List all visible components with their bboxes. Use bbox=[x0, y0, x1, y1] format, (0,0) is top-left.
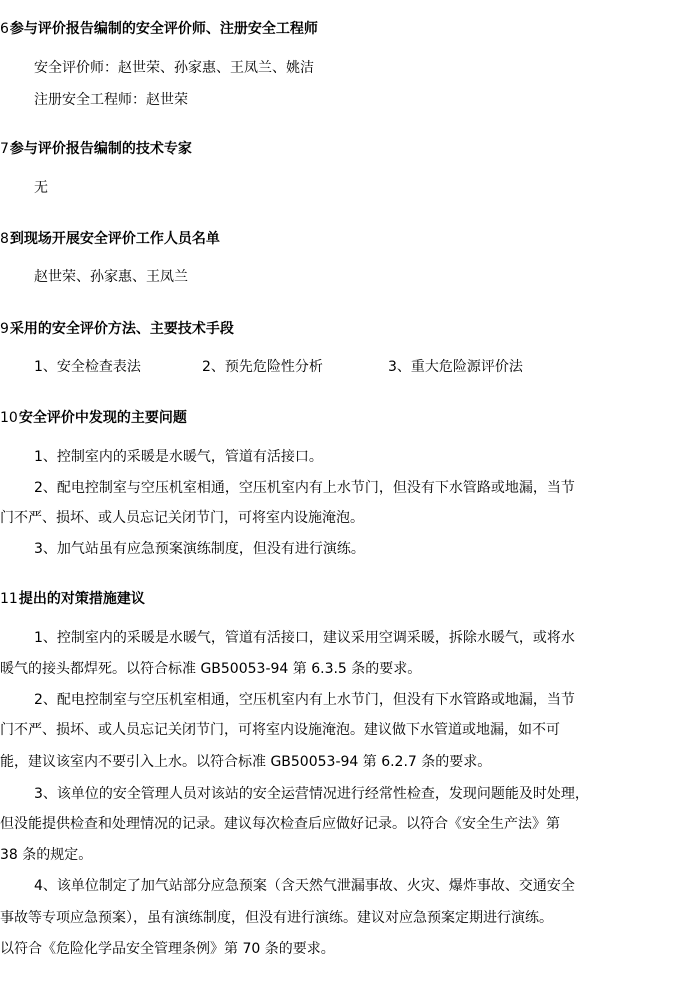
paragraph-line: 无 bbox=[34, 180, 48, 196]
paragraph-line: 注册安全工程师：赵世荣 bbox=[34, 92, 188, 108]
section-number: 6 bbox=[0, 21, 9, 37]
paragraph-line: 1、控制室内的采暖是水暖气，管道有活接口，建议采用空调采暖，拆除水暖气，或将水 bbox=[34, 630, 575, 646]
paragraph-line: 2、配电控制室与空压机室相通，空压机室内有上水节门，但没有下水管路或地漏，当节 bbox=[34, 480, 575, 496]
paragraph-line: 但没能提供检查和处理情况的记录。建议每次检查后应做好记录。以符合《安全生产法》第 bbox=[0, 816, 560, 832]
section-9-heading bbox=[0, 320, 234, 338]
section-title: 安全评价中发现的主要问题 bbox=[18, 410, 187, 426]
paragraph-line: 门不严、损坏、或人员忘记关闭节门，可将室内设施淹泡。建议做下水管道或地漏，如不可 bbox=[0, 722, 560, 738]
section-8-heading bbox=[0, 230, 220, 248]
section-title: 参与评价报告编制的安全评价师、注册安全工程师 bbox=[9, 21, 318, 37]
methods-row bbox=[34, 358, 523, 376]
section-title: 到现场开展安全评价工作人员名单 bbox=[9, 231, 220, 247]
section-title: 参与评价报告编制的技术专家 bbox=[9, 141, 192, 157]
section-6-heading bbox=[0, 20, 318, 38]
section-10-heading bbox=[0, 409, 187, 427]
section-title: 采用的安全评价方法、主要技术手段 bbox=[9, 321, 234, 337]
paragraph-line: 3、该单位的安全管理人员对该站的安全运营情况进行经常性检查，发现问题能及时处理， bbox=[34, 786, 589, 802]
section-number: 10 bbox=[0, 410, 18, 426]
method-item: 2、预先危险性分析 bbox=[202, 359, 323, 375]
paragraph-line: 事故等专项应急预案），虽有演练制度，但没有进行演练。建议对应急预案定期进行演练。 bbox=[0, 910, 553, 926]
method-item: 3、重大危险源评价法 bbox=[388, 359, 523, 375]
paragraph-line: 赵世荣、孙家惠、王凤兰 bbox=[34, 269, 188, 285]
paragraph-line: 38 条的规定。 bbox=[0, 847, 93, 863]
paragraph-line: 1、控制室内的采暖是水暖气，管道有活接口。 bbox=[34, 449, 323, 465]
section-11-heading bbox=[0, 590, 145, 608]
section-number: 7 bbox=[0, 141, 9, 157]
paragraph-line: 门不严、损坏、或人员忘记关闭节门，可将室内设施淹泡。 bbox=[0, 510, 364, 526]
section-7-heading bbox=[0, 140, 192, 158]
section-number: 11 bbox=[0, 591, 18, 607]
paragraph-line: 以符合《危险化学品安全管理条例》第 70 条的要求。 bbox=[0, 941, 335, 957]
paragraph-line: 暖气的接头都焊死。以符合标准 GB50053-94 第 6.3.5 条的要求。 bbox=[0, 661, 422, 677]
section-number: 8 bbox=[0, 231, 9, 247]
method-item: 1、安全检查表法 bbox=[34, 359, 141, 375]
section-number: 9 bbox=[0, 321, 9, 337]
paragraph-line: 4、该单位制定了加气站部分应急预案（含天然气泄漏事故、火灾、爆炸事故、交通安全 bbox=[34, 878, 575, 894]
paragraph-line: 安全评价师：赵世荣、孙家惠、王凤兰、姚洁 bbox=[34, 60, 314, 76]
section-title: 提出的对策措施建议 bbox=[18, 591, 145, 607]
paragraph-line: 2、配电控制室与空压机室相通，空压机室内有上水节门，但没有下水管路或地漏，当节 bbox=[34, 692, 575, 708]
paragraph-line: 能，建议该室内不要引入上水。以符合标准 GB50053-94 第 6.2.7 条的要求。 bbox=[0, 754, 492, 770]
paragraph-line: 3、加气站虽有应急预案演练制度，但没有进行演练。 bbox=[34, 541, 365, 557]
